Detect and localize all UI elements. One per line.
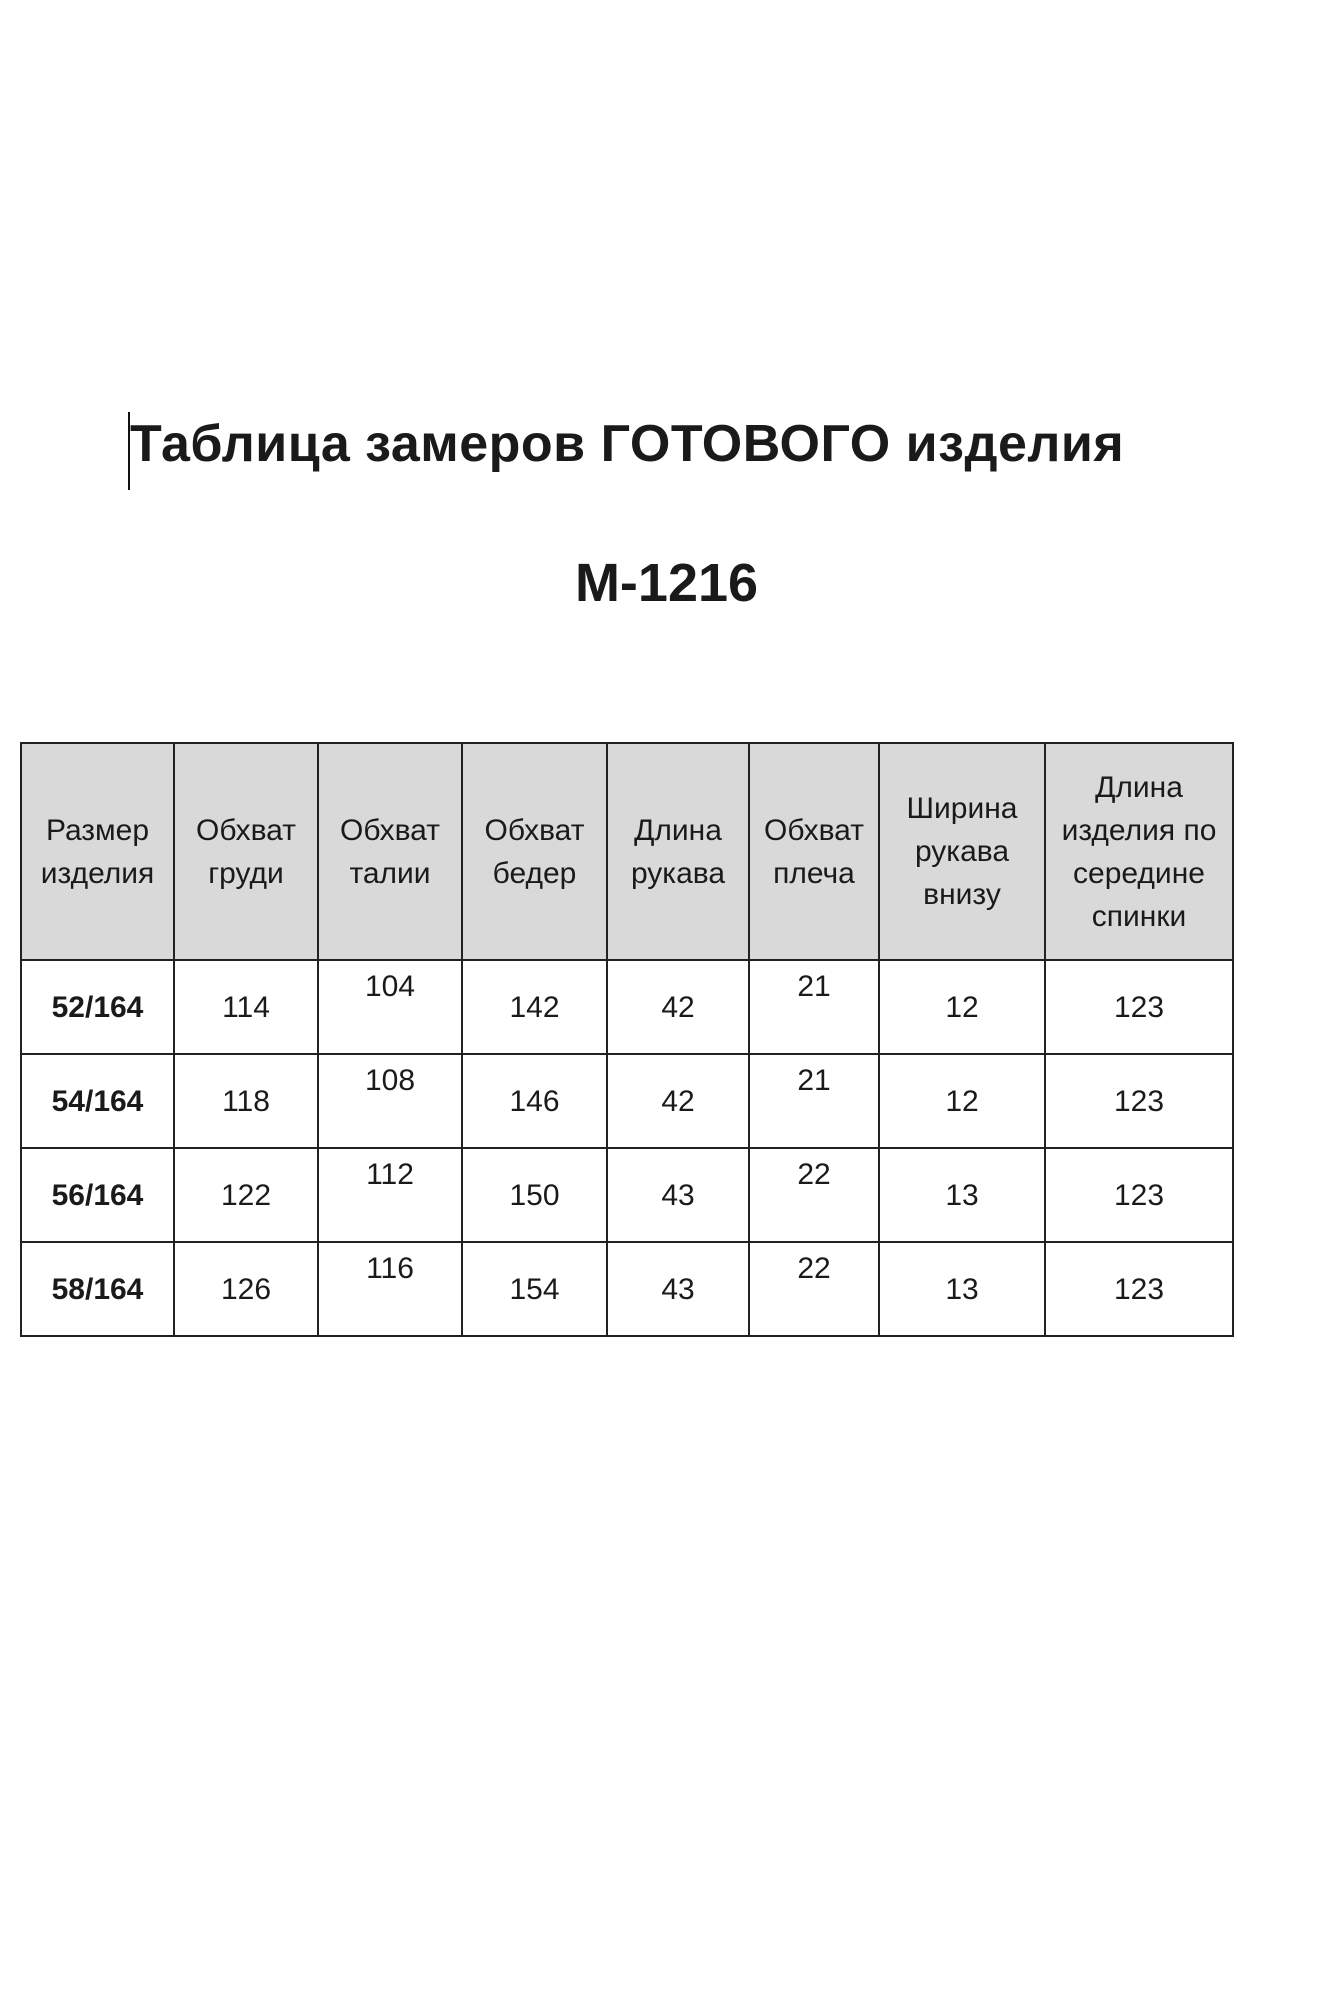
cell-chest: 114 (174, 960, 318, 1054)
cell-hips: 154 (462, 1242, 607, 1336)
cell-waist: 108 (318, 1054, 462, 1148)
table-row (21, 1148, 1233, 1242)
header-sleeve-width: Ширина рукава внизу (879, 743, 1045, 960)
cell-size: 54/164 (21, 1054, 174, 1148)
cell-sleeve-width: 12 (879, 1054, 1045, 1148)
header-back-length: Длина изделия по середине спинки (1045, 743, 1233, 960)
cell-size: 56/164 (21, 1148, 174, 1242)
document-title: Таблица замеров ГОТОВОГО изделия (130, 415, 1125, 473)
cell-shoulder: 21 (749, 1054, 879, 1148)
cell-chest: 122 (174, 1148, 318, 1242)
cell-sleeve-length: 42 (607, 1054, 749, 1148)
header-shoulder: Обхват плеча (749, 743, 879, 960)
cell-hips: 146 (462, 1054, 607, 1148)
cell-waist: 116 (318, 1242, 462, 1336)
cell-waist: 112 (318, 1148, 462, 1242)
cell-sleeve-width: 12 (879, 960, 1045, 1054)
cell-size: 52/164 (21, 960, 174, 1054)
cell-waist: 104 (318, 960, 462, 1054)
cell-hips: 150 (462, 1148, 607, 1242)
size-measurements-table (20, 742, 1234, 1337)
cell-back-length: 123 (1045, 1242, 1233, 1336)
header-chest: Обхват груди (174, 743, 318, 960)
cell-chest: 126 (174, 1242, 318, 1336)
header-sleeve-length: Длина рукава (607, 743, 749, 960)
cell-hips: 142 (462, 960, 607, 1054)
header-hips: Обхват бедер (462, 743, 607, 960)
cell-sleeve-width: 13 (879, 1148, 1045, 1242)
cell-sleeve-width: 13 (879, 1242, 1045, 1336)
table-row (21, 1242, 1233, 1336)
header-size: Размер изделия (21, 743, 174, 960)
cell-back-length: 123 (1045, 1054, 1233, 1148)
cell-shoulder: 22 (749, 1148, 879, 1242)
cell-shoulder: 21 (749, 960, 879, 1054)
cell-sleeve-length: 43 (607, 1242, 749, 1336)
table-header-row (21, 743, 1233, 960)
cell-sleeve-length: 42 (607, 960, 749, 1054)
table-row (21, 960, 1233, 1054)
cell-back-length: 123 (1045, 1148, 1233, 1242)
cell-back-length: 123 (1045, 960, 1233, 1054)
cell-size: 58/164 (21, 1242, 174, 1336)
cell-shoulder: 22 (749, 1242, 879, 1336)
table-row (21, 1054, 1233, 1148)
header-waist: Обхват талии (318, 743, 462, 960)
model-number: М-1216 (574, 553, 759, 613)
cell-chest: 118 (174, 1054, 318, 1148)
cell-sleeve-length: 43 (607, 1148, 749, 1242)
